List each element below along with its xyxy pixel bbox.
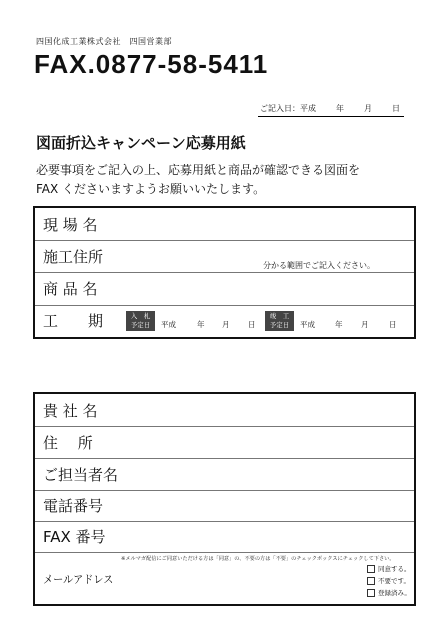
site-name-label: 現 場 名 xyxy=(43,216,98,234)
fax-label: FAX 番号 xyxy=(43,528,106,546)
divider xyxy=(35,521,414,522)
date-year: 年 xyxy=(336,104,344,113)
company-name-label: 貴 社 名 xyxy=(43,402,98,420)
checkbox-icon[interactable] xyxy=(367,589,375,597)
address-label: 施工住所 xyxy=(43,248,104,266)
period-label: 工 期 xyxy=(43,312,104,330)
form-title: 図面折込キャンペーン応募用紙 xyxy=(36,134,246,152)
entry-date-row xyxy=(260,103,400,114)
phone-label: 電話番号 xyxy=(43,497,104,515)
company-address-label: 住 所 xyxy=(43,434,93,452)
consent-option-agree[interactable]: 同意する。 xyxy=(367,564,411,573)
checkbox-icon[interactable] xyxy=(367,577,375,585)
completion-date-badge xyxy=(265,311,294,331)
address-note: 分かる範囲でご記入ください。 xyxy=(263,261,375,270)
completion-era: 平成 xyxy=(300,320,315,329)
divider xyxy=(35,552,414,553)
date-day: 日 xyxy=(392,104,400,113)
divider xyxy=(35,490,414,491)
completion-badge-line1: 竣 工 xyxy=(269,312,290,320)
email-label: メールアドレス xyxy=(43,573,114,586)
date-era: 平成 xyxy=(300,104,316,113)
date-month: 月 xyxy=(364,104,372,113)
fax-number: FAX.0877-58-5411 xyxy=(34,49,269,79)
completion-day: 日 xyxy=(389,320,397,329)
instruction-line-2: FAX くださいますようお願いいたします。 xyxy=(36,182,266,196)
completion-badge-line2: 予定日 xyxy=(269,321,290,329)
bid-badge-line1: 入 札 xyxy=(130,312,151,320)
bid-month: 月 xyxy=(222,320,230,329)
checkbox-icon[interactable] xyxy=(367,565,375,573)
company-info-box xyxy=(33,392,416,606)
product-label: 商 品 名 xyxy=(43,280,98,298)
bid-era: 平成 xyxy=(161,320,176,329)
bid-year: 年 xyxy=(197,320,205,329)
bid-badge-line2: 予定日 xyxy=(130,321,151,329)
instruction-line-1: 必要事項をご記入の上、応募用紙と商品が確認できる図面を xyxy=(36,163,361,177)
date-label: ご記入日： xyxy=(260,104,300,113)
consent-option-decline[interactable]: 不要です。 xyxy=(367,576,410,585)
company-name-header: 四国化成工業株式会社 四国営業部 xyxy=(36,37,172,46)
contact-label: ご担当者名 xyxy=(43,466,119,484)
mail-consent-note: ※メルマガ配信にご同意いただける方は「同意」の、不要の方は「不要」のチェックボックスにチェックして下さい。 xyxy=(121,556,395,562)
divider xyxy=(35,426,414,427)
bid-date-badge xyxy=(126,311,155,331)
divider xyxy=(35,458,414,459)
divider xyxy=(35,240,414,241)
date-underline xyxy=(258,116,404,117)
project-info-box xyxy=(33,206,416,339)
bid-day: 日 xyxy=(248,320,256,329)
divider xyxy=(35,305,414,306)
consent-option-registered[interactable]: 登録済み。 xyxy=(367,588,411,597)
divider xyxy=(35,272,414,273)
completion-month: 月 xyxy=(361,320,369,329)
completion-year: 年 xyxy=(335,320,343,329)
